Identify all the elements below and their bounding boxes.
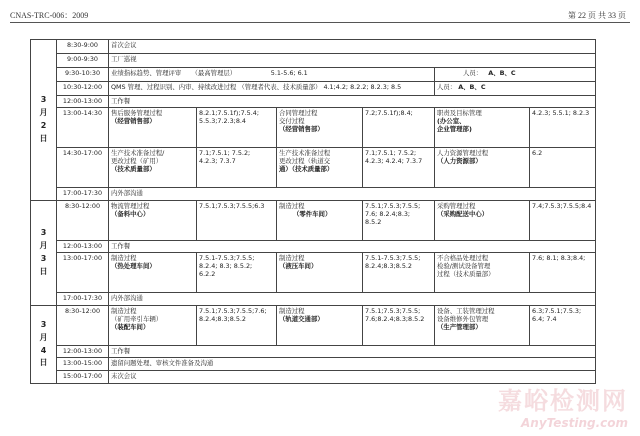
clause-cell: 8.2.1;7.5.1f);7.5.4; 5.5.3;7.2.3;8.4 xyxy=(197,108,277,148)
table-row xyxy=(31,253,596,293)
activity-cell: 工作餐 xyxy=(109,96,596,108)
process-cell: 生产技术准备过程 更改过程（轨道交 通）（技术质量部） xyxy=(277,148,363,188)
time-cell: 10:30-12:00 xyxy=(57,82,109,96)
process-cell: 不合格品处理过程 检验/测试设备管理 过程（技术质量部） xyxy=(435,253,530,293)
time-cell: 8:30-12:00 xyxy=(57,201,109,241)
clause-cell: 7.5.1-7.5.3;7.5.5; 8.2.4; 8.3; 8.5.2; 6.2.2 xyxy=(197,253,277,293)
table-row xyxy=(31,54,596,68)
clause-cell: 7.1;7.5.1; 7.5.2; 4.2.3; 7.3.7 xyxy=(197,148,277,188)
clause-cell: 7.5.1;7.5.3;7.5.5;6.3 xyxy=(197,201,277,241)
table-row xyxy=(31,358,596,371)
table-row xyxy=(31,148,596,188)
process-cell: 物流管理过程 （备料中心） xyxy=(109,201,197,241)
activity-cell: 工作餐 xyxy=(109,241,596,253)
table-row xyxy=(31,188,596,201)
doc-id: CNAS-TRC-006：2009 xyxy=(10,11,89,20)
process-cell: 职责及目标管理 (办公室、 企业管理部) xyxy=(435,108,530,148)
activity-cell: 内外部沟通 xyxy=(109,293,596,306)
time-cell: 17:00-17:30 xyxy=(57,293,109,306)
watermark xyxy=(498,381,628,430)
watermark-cn: 嘉峪检测网 xyxy=(498,387,628,415)
clause-cell: 7.2;7.5.1f);8.4; xyxy=(363,108,435,148)
clause-cell: 7.5.1;7.5.3;7.5.5; 7.6; 8.2.4;8.3; 8.5.2 xyxy=(363,201,435,241)
audit-schedule-table xyxy=(30,39,596,384)
time-cell: 8:30-9:00 xyxy=(57,40,109,54)
process-cell: 制造过程 （矿用牵引车辆） （装配车间） xyxy=(109,306,197,346)
process-cell: 制造过程 （零件车间） xyxy=(277,201,363,241)
time-cell: 13:00-17:00 xyxy=(57,253,109,293)
time-cell: 12:00-13:00 xyxy=(57,241,109,253)
process-cell: 售后服务管理过程 （经营销售部） xyxy=(109,108,197,148)
table-row xyxy=(31,306,596,346)
time-cell: 13:00-15:00 xyxy=(57,358,109,371)
process-cell: 生产技术准备过程/ 更改过程（矿用） （技术质量部） xyxy=(109,148,197,188)
time-cell: 12:00-13:00 xyxy=(57,96,109,108)
activity-cell: 业绩指标趋势、管理评审 （最高管理层） 5.1-5.6; 6.1 xyxy=(109,68,435,82)
clause-cell: 7.1;7.5.1; 7.5.2; 4.2.3; 4.2.4; 7.3.7 xyxy=(363,148,435,188)
process-cell: 合同管理过程 交付过程 （经营销售部） xyxy=(277,108,363,148)
time-cell: 14:30-17:00 xyxy=(57,148,109,188)
page-header xyxy=(10,8,632,22)
table-row xyxy=(31,96,596,108)
time-cell: 8:30-12:00 xyxy=(57,306,109,346)
process-cell: 人力资源管理过程 （人力资源部） xyxy=(435,148,530,188)
activity-cell: 首次会议 xyxy=(109,40,596,54)
clause-cell: 7.5.1;7.5.3;7.5.5; 7.6;8.2.4;8.3;8.5.2 xyxy=(363,306,435,346)
process-cell: 制造过程 （液压车间） xyxy=(277,253,363,293)
clause-cell: 7.5.1-7.5.3;7.5.5; 8.2.4;8.3;8.5.2 xyxy=(363,253,435,293)
table-row xyxy=(31,201,596,241)
clause-cell: 6.3;7.5.1;7.5.3; 6.4; 7.4 xyxy=(530,306,596,346)
day-label-mar3: 3 月 3 日 xyxy=(31,201,57,306)
table-row xyxy=(31,108,596,148)
clause-cell: 6.2 xyxy=(530,148,596,188)
activity-cell: 内外部沟通 xyxy=(109,188,596,201)
process-cell: 制造过程 （轨道交通部） xyxy=(277,306,363,346)
time-cell: 9:00-9:30 xyxy=(57,54,109,68)
table-row xyxy=(31,82,596,96)
activity-cell: 遗留问题处理、审核文件准备及沟通 xyxy=(109,358,596,371)
people-cell: 人员： A、B、C xyxy=(435,82,596,96)
process-cell: 制造过程 （热处理车间） xyxy=(109,253,197,293)
activity-cell: 末次会议 xyxy=(109,371,596,384)
clause-cell: 7.6; 8.1; 8.3;8.4; xyxy=(530,253,596,293)
table-row xyxy=(31,241,596,253)
watermark-en: AnyTesting.com xyxy=(521,416,628,430)
table-row xyxy=(31,40,596,54)
header-rule xyxy=(10,22,630,23)
process-cell: 采购管理过程 （采购配送中心） xyxy=(435,201,530,241)
clause-cell: 7.5.1;7.5.3;7.5.5;7.6; 8.2.4;8.3;8.5.2 xyxy=(197,306,277,346)
process-cell: 设备、工装管理过程 设备维修外包管理 （生产管理部） xyxy=(435,306,530,346)
time-cell: 15:00-17:00 xyxy=(57,371,109,384)
activity-cell: QMS 管理、过程识别、内审、持续改进过程 （管理者代表、技术质量部） 4.1;4.2; 8.2.2; 8.2.3; 8.5 xyxy=(109,82,435,96)
people-cell: 人员： A、B、C xyxy=(435,68,596,82)
day-label-mar4: 3 月 4 日 xyxy=(31,306,57,384)
time-cell: 17:00-17:30 xyxy=(57,188,109,201)
page-number: 第 22 页 共 33 页 xyxy=(568,11,626,20)
table-row xyxy=(31,68,596,82)
day-label-mar2: 3 月 2 日 xyxy=(31,40,57,201)
time-cell: 9:30-10:30 xyxy=(57,68,109,82)
activity-cell: 工厂巡视 xyxy=(109,54,596,68)
clause-cell: 4.2.3; 5.5.1; 8.2.3 xyxy=(530,108,596,148)
clause-cell: 7.4;7.5.3;7.5.5;8.4 xyxy=(530,201,596,241)
time-cell: 12:00-13:00 xyxy=(57,346,109,358)
table-row xyxy=(31,346,596,358)
activity-cell: 工作餐 xyxy=(109,346,596,358)
time-cell: 13:00-14:30 xyxy=(57,108,109,148)
table-row xyxy=(31,293,596,306)
